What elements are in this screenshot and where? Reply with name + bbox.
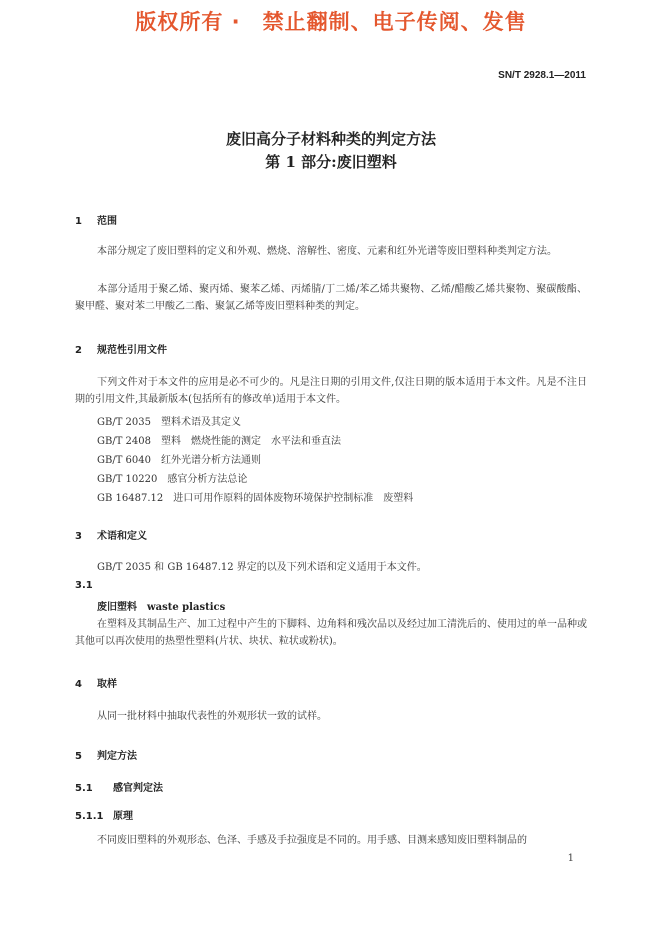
document-number: SN/T 2928.1—2011 [498, 70, 586, 81]
section-heading-4 [75, 675, 117, 690]
section-heading-5-1 [75, 779, 163, 794]
section-heading-1 [75, 212, 117, 227]
section-title: 规范性引用文件 [97, 345, 167, 356]
reference-item: GB/T 10220 感官分析方法总论 [97, 474, 248, 485]
section-title: 术语和定义 [97, 531, 147, 542]
paragraph-text: 不同废旧塑料的外观形态、色泽、手感及手拉强度是不同的。用手感、目测来感知废旧塑料制品的 [97, 835, 527, 846]
section-heading-5 [75, 747, 137, 762]
paragraph-text: 本部分适用于聚乙烯、聚丙烯、聚苯乙烯、丙烯腈/丁二烯/苯乙烯共聚物、乙烯/醋酸乙烯共聚物、聚碳酸酯、聚甲醛、聚对苯二甲酸乙二酯、聚氯乙烯等废旧塑料种类的判定。 [75, 284, 587, 312]
paragraph-term-definition [75, 616, 587, 650]
section-number: 1 [75, 216, 82, 227]
page-number: 1 [567, 853, 574, 864]
section-number: 4 [75, 679, 82, 690]
paragraph-text: 下列文件对于本文件的应用是必不可少的。凡是注日期的引用文件,仅注日期的版本适用于本文件。凡是不注日期的引用文件,其最新版本(包括所有的修改单)适用于本文件。 [75, 377, 587, 405]
section-number: 3 [75, 531, 82, 542]
paragraph-text: GB/T 2035 和 GB 16487.12 界定的以及下列术语和定义适用于本文件。 [97, 562, 427, 573]
section-title: 判定方法 [97, 751, 137, 762]
paragraph-scope-2 [75, 281, 587, 315]
section-heading-3 [75, 527, 147, 542]
section-title: 感官判定法 [113, 783, 163, 794]
paragraph-normative-refs [75, 374, 587, 408]
section-title: 原理 [113, 811, 133, 822]
copyright-banner: 版权所有 · 禁止翻制、电子传阅、发售 [135, 10, 527, 34]
paragraph-text: 在塑料及其制品生产、加工过程中产生的下脚料、边角料和残次品以及经过加工清洗后的、使用过的单一品种或其他可以再次使用的热塑性塑料(片状、块状、粒状或粉状)。 [75, 619, 587, 647]
reference-item: GB/T 2035 塑料术语及其定义 [97, 417, 242, 428]
paragraph-sampling [75, 708, 587, 725]
document-subtitle: 第 1 部分:废旧塑料 [265, 153, 397, 171]
section-heading-2 [75, 341, 167, 356]
reference-item: GB/T 6040 红外光谱分析方法通则 [97, 455, 262, 466]
section-number: 2 [75, 345, 82, 356]
section-number: 5.1.1 [75, 811, 104, 822]
reference-item: GB/T 2408 塑料 燃烧性能的测定 水平法和垂直法 [97, 436, 342, 447]
subsection-number-3-1: 3.1 [75, 580, 93, 591]
paragraph-terms-intro [75, 559, 587, 576]
paragraph-scope-1 [75, 243, 587, 260]
paragraph-text: 从同一批材料中抽取代表性的外观形状一致的试样。 [97, 711, 327, 722]
section-title: 范围 [97, 216, 117, 227]
term-waste-plastics: 废旧塑料 waste plastics [97, 602, 226, 613]
section-number: 5 [75, 751, 82, 762]
paragraph-text: 本部分规定了废旧塑料的定义和外观、燃烧、溶解性、密度、元素和红外光谱等废旧塑料种类判定方法。 [97, 246, 557, 257]
section-title: 取样 [97, 679, 117, 690]
reference-item: GB 16487.12 进口可用作原料的固体废物环境保护控制标准 废塑料 [97, 493, 414, 504]
section-heading-5-1-1 [75, 807, 133, 822]
document-title: 废旧高分子材料种类的判定方法 [225, 130, 436, 148]
section-number: 5.1 [75, 783, 93, 794]
paragraph-principle [75, 832, 587, 849]
